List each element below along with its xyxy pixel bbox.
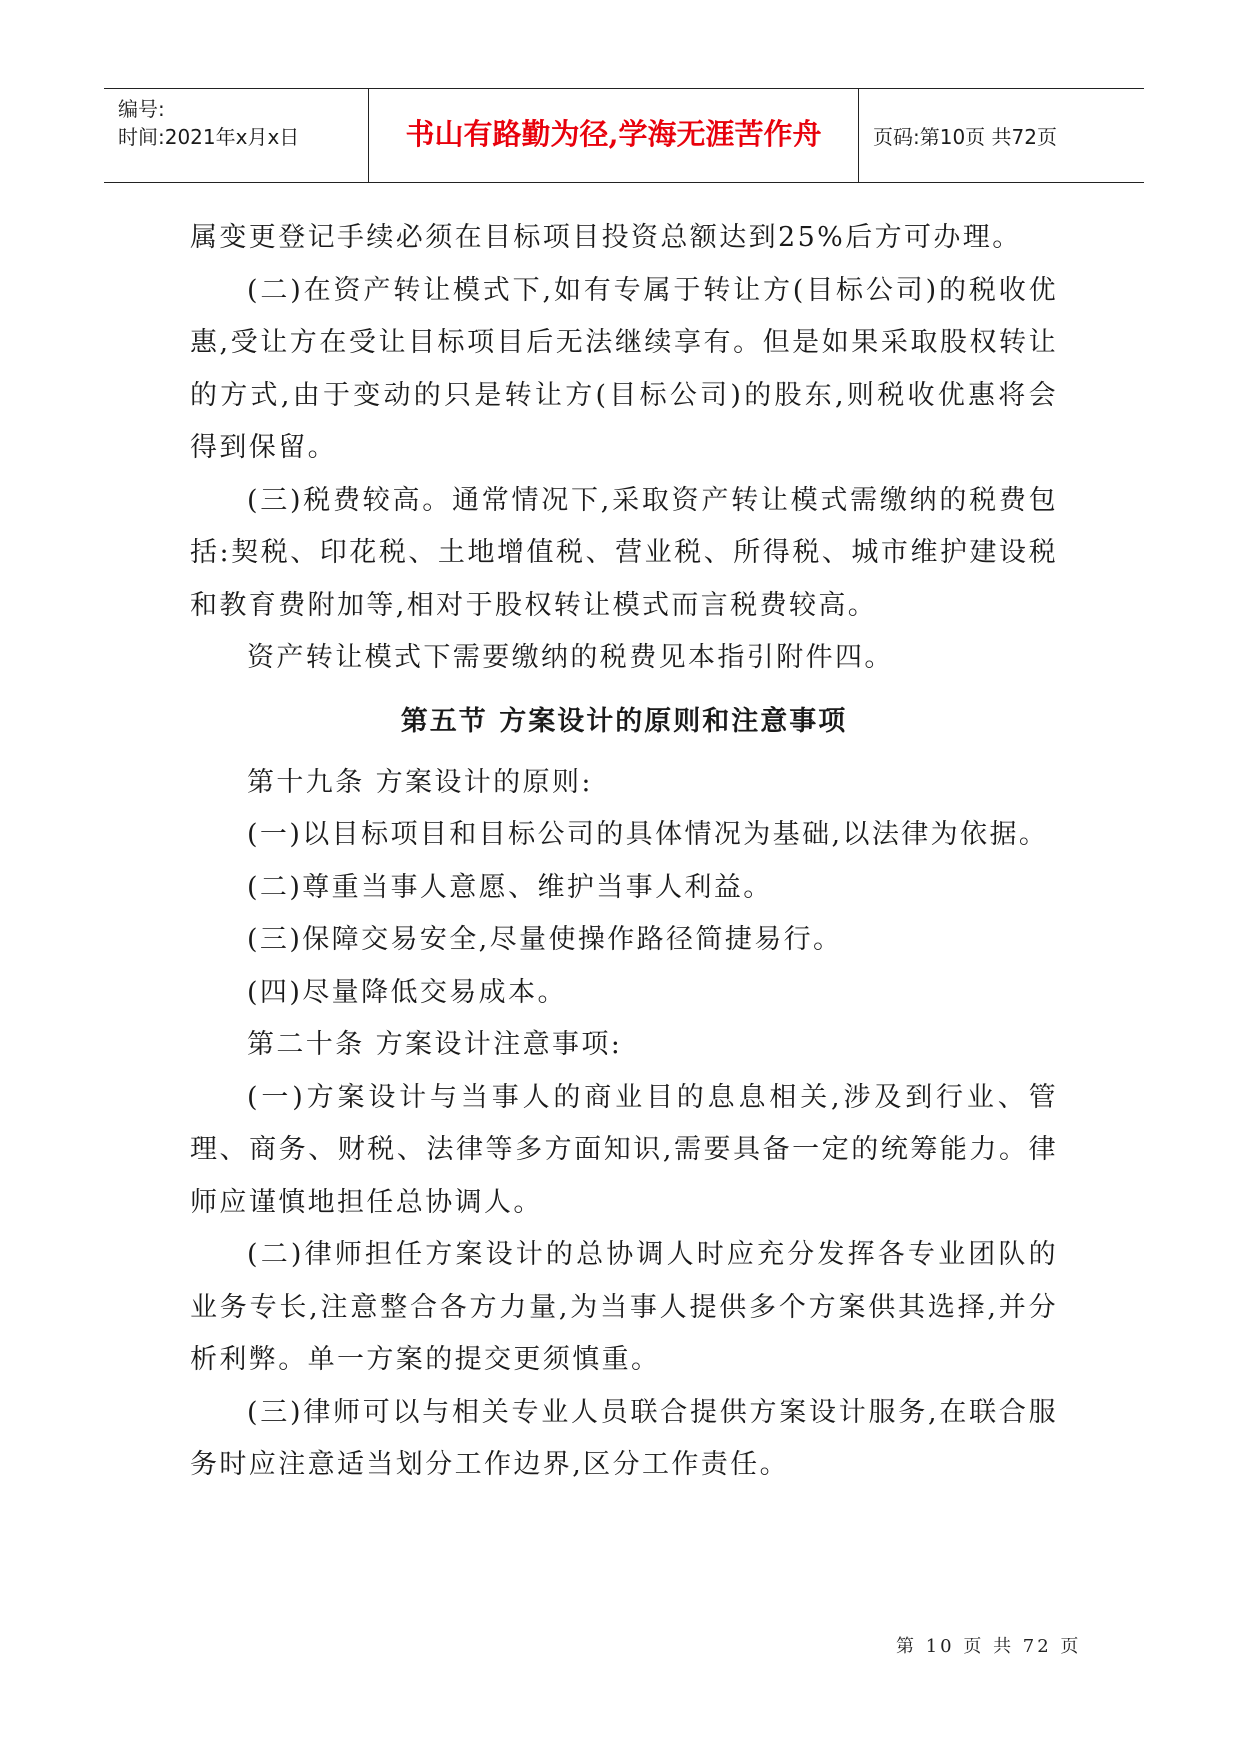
header-page-cell <box>859 89 1144 182</box>
body-paragraph: (二)在资产转让模式下,如有专属于转让方(目标公司)的税收优惠,受让方在受让目标项目后无法继续享有。但是如果采取股权转让的方式,由于变动的只是转让方(目标公司)的股东,则税收优惠将会得到保留。 <box>190 274 1058 463</box>
article-item: (一)以目标项目和目标公司的具体情况为基础,以法律为依据。 <box>247 819 1049 850</box>
section-title: 第五节 方案设计的原则和注意事项 <box>400 705 848 737</box>
page-footer: 第 10 页 共 72 页 <box>896 1636 1082 1657</box>
article-item: (二)律师担任方案设计的总协调人时应充分发挥各专业团队的业务专长,注意整合各方力量,为当事人提供多个方案供其选择,并分析利弊。单一方案的提交更须慎重。 <box>190 1239 1058 1375</box>
header-page-label: 页码:第10页 共72页 <box>873 125 1057 149</box>
article-item: (一)方案设计与当事人的商业目的息息相关,涉及到行业、管理、商务、财税、法律等多方面知识,需要具备一定的统筹能力。律师应谨慎地担任总协调人。 <box>190 1081 1058 1218</box>
header-motto: 书山有路勤为径,学海无涯苦作舟 <box>405 117 822 151</box>
article-item: (三)律师可以与相关专业人员联合提供方案设计服务,在联合服务时应注意适当划分工作边界,区分工作责任。 <box>190 1396 1058 1480</box>
body-paragraph: (三)税费较高。通常情况下,采取资产转让模式需缴纳的税费包括:契税、印花税、土地增值税、营业税、所得税、城市维护建设税和教育费附加等,相对于股权转让模式而言税费较高。 <box>190 484 1058 621</box>
article-heading: 第十九条 方案设计的原则: <box>247 766 593 798</box>
document-time-label: 时间:2021年x月x日 <box>118 125 300 149</box>
document-number-label: 编号: <box>118 97 165 121</box>
page-header <box>104 88 1144 183</box>
body-paragraph: 属变更登记手续必须在目标项目投资总额达到25%后方可办理。 <box>190 222 1022 253</box>
article-item: (四)尽量降低交易成本。 <box>247 976 567 1008</box>
document-body <box>190 212 1058 1492</box>
header-meta-cell <box>104 89 369 182</box>
body-paragraph: 资产转让模式下需要缴纳的税费见本指引附件四。 <box>247 642 894 673</box>
header-motto-cell <box>369 89 859 182</box>
article-item: (二)尊重当事人意愿、维护当事人利益。 <box>247 871 773 903</box>
article-item: (三)保障交易安全,尽量使操作路径简捷易行。 <box>247 924 843 955</box>
article-heading: 第二十条 方案设计注意事项: <box>247 1029 623 1060</box>
